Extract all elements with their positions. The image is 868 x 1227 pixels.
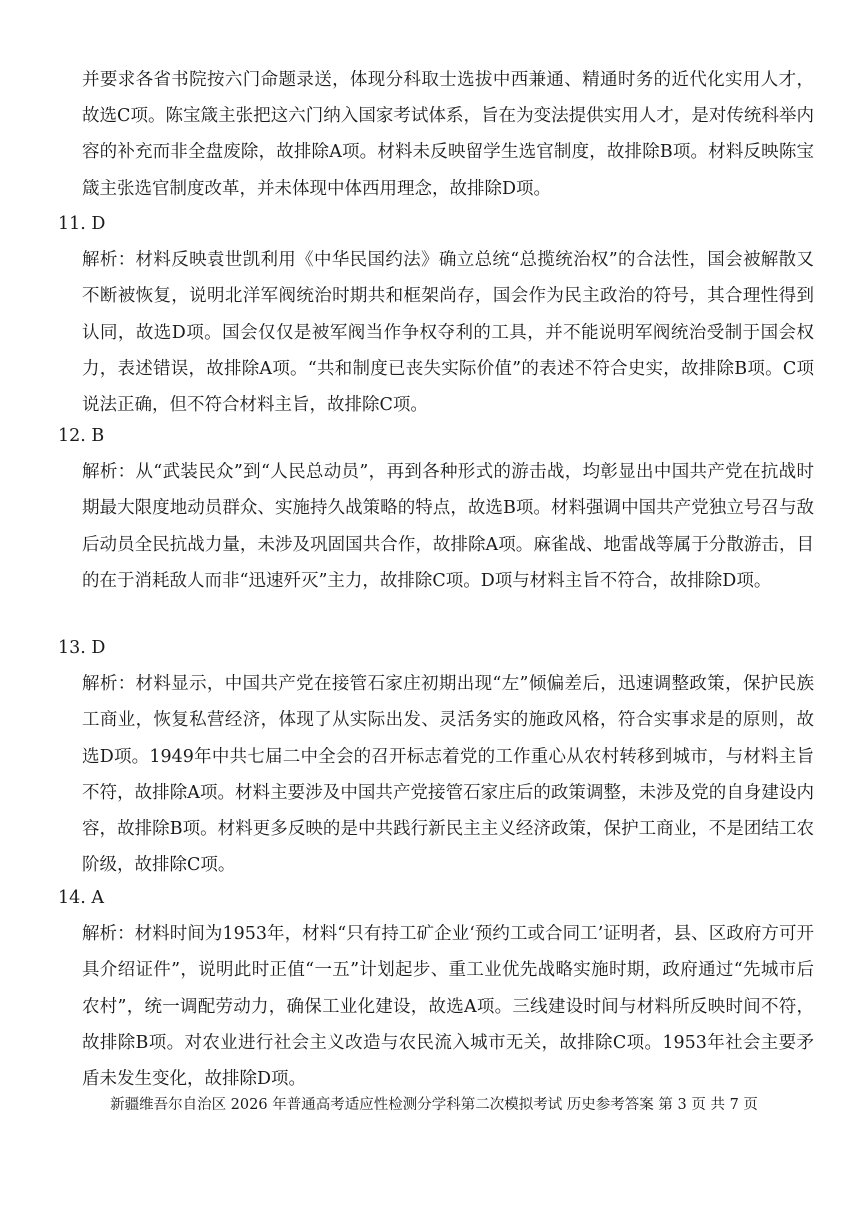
question-12 xyxy=(58,418,814,599)
question-number: 14. A xyxy=(58,888,105,908)
continuation-block xyxy=(58,62,814,207)
question-number: 13. D xyxy=(58,638,106,658)
question-number: 11. D xyxy=(58,214,106,234)
question-number: 12. B xyxy=(58,426,105,446)
question-13 xyxy=(58,630,814,883)
question-explanation: 解析：材料反映袁世凯利用《中华民国约法》确立总统“总揽统治权”的合法性，国会被解散又不断被恢复，说明北洋军阀统治时期共和框架尚存，国会作为民主政治的符号，其合理性得到认同，故选D项。国会仅仅是被军阀当作争权夺利的工具，并不能说明军阀统治受制于国会权力，表述错误，故排除A项。“共和制度已丧失实际价值”的表述不符合史实，故排除B项。C项说法正确，但不符合材料主旨，故排除C项。 xyxy=(82,250,814,416)
continuation-paragraph: 并要求各省书院按六门命题录送，体现分科取士选拔中西兼通、精通时务的近代化实用人才，故选C项。陈宝箴主张把这六门纳入国家考试体系，旨在为变法提供实用人才，是对传统科举内容的补充而非全盘废除，故排除A项。材料未反映留学生选官制度，故排除B项。材料反映陈宝箴主张选官制度改革，并未体现中体西用理念，故排除D项。 xyxy=(82,70,814,199)
question-explanation: 解析：从“武装民众”到“人民总动员”，再到各种形式的游击战，均彰显出中国共产党在抗战时期最大限度地动员群众、实施持久战策略的特点，故选B项。材料强调中国共产党独立号召与敌后动员全民抗战力量，未涉及巩固国共合作，故排除A项。麻雀战、地雷战等属于分散游击，目的在于消耗敌人而非“迅速歼灭”主力，故排除C项。D项与材料主旨不符合，故排除D项。 xyxy=(82,462,814,591)
question-11 xyxy=(58,206,814,423)
question-explanation: 解析：材料显示，中国共产党在接管石家庄初期出现“左”倾偏差后，迅速调整政策，保护民族工商业，恢复私营经济，体现了从实际出发、灵活务实的施政风格，符合实事求是的原则，故选D项。1949年中共七届二中全会的召开标志着党的工作重心从农村转移到城市，与材料主旨不符，故排除A项。材料主要涉及中国共产党接管石家庄后的政策调整，未涉及党的自身建设内容，故排除B项。材料更多反映的是中共践行新民主主义经济政策，保护工商业，不是团结工农阶级，故排除C项。 xyxy=(82,674,814,876)
question-explanation: 解析：材料时间为1953年，材料“只有持工矿企业‘预约工或合同工’证明者，县、区政府方可开具介绍证件”，说明此时正值“一五”计划起步、重工业优先战略实施时期，政府通过“先城市后农村”，统一调配劳动力，确保工业化建设，故选A项。三线建设时间与材料所反映时间不符，故排除B项。对农业进行社会主义改造与农民流入城市无关，故排除C项。1953年社会主要矛盾未发生变化，故排除D项。 xyxy=(82,924,814,1090)
page-footer: 新疆维吾尔自治区 2026 年普通高考适应性检测分学科第二次模拟考试 历史参考答案 第 3 页 共 7 页 xyxy=(110,1097,758,1113)
question-14 xyxy=(58,880,814,1097)
